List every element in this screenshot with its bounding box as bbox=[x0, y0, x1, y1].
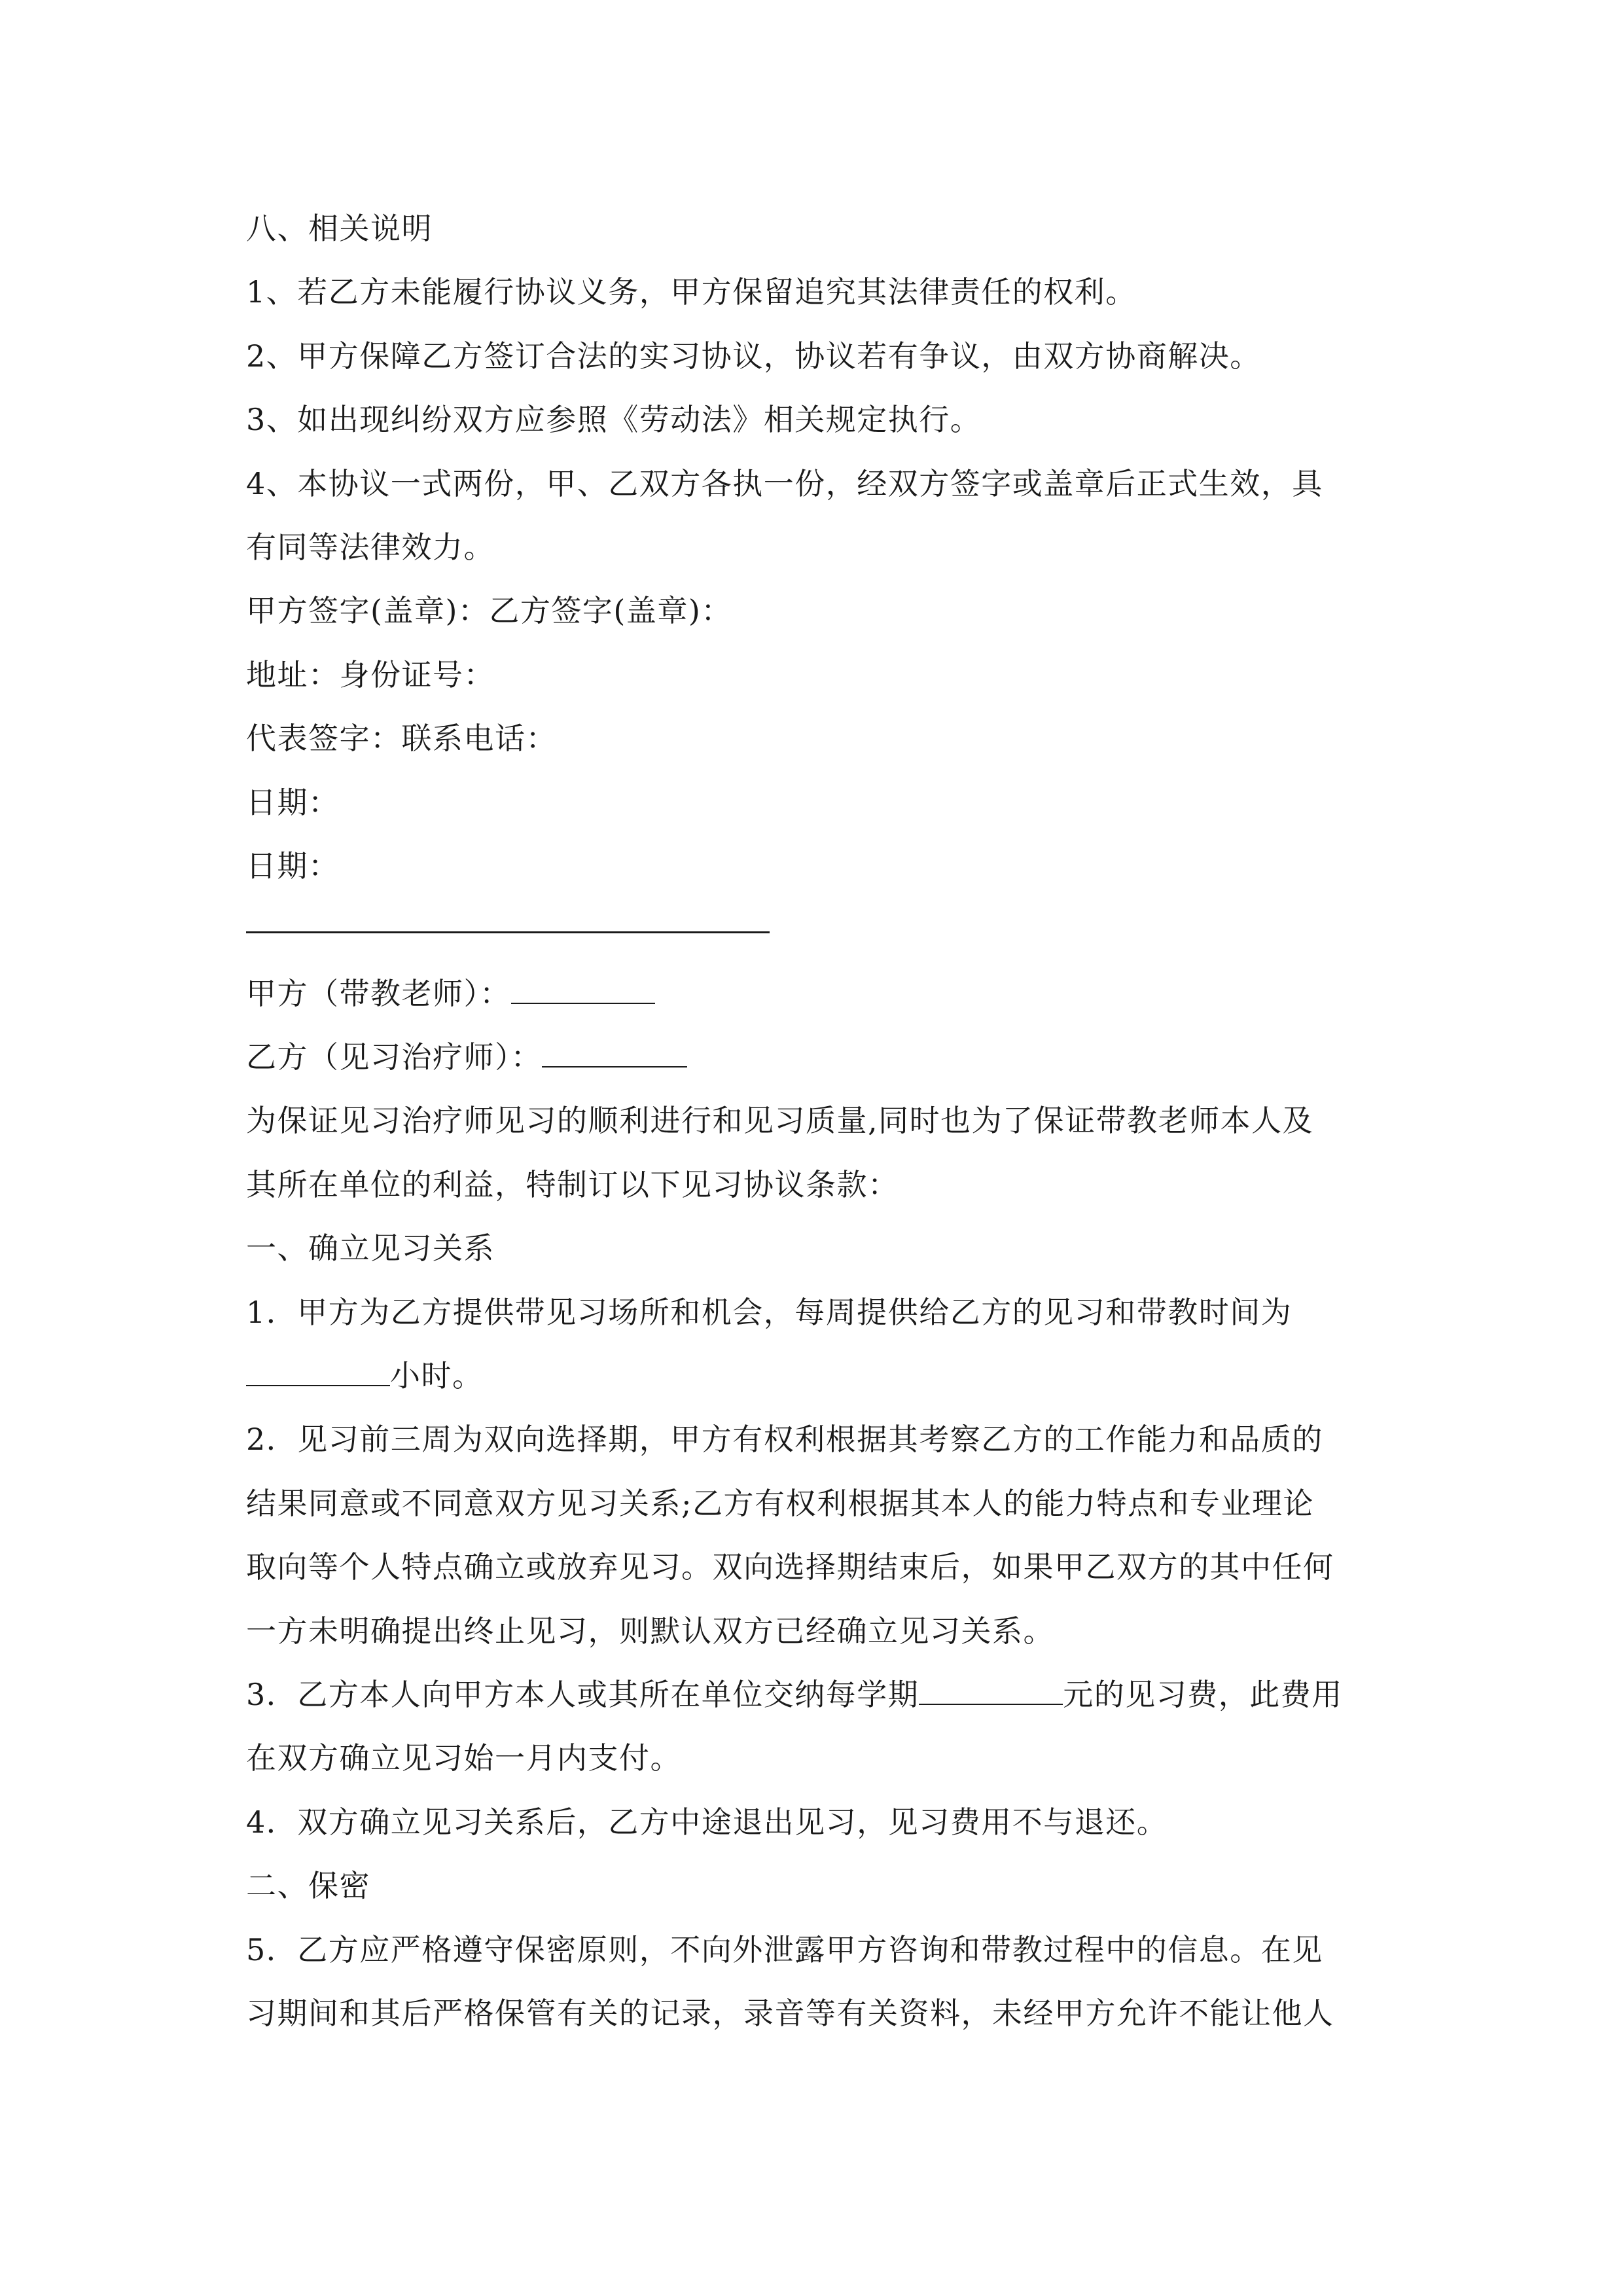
fee-blank bbox=[919, 1667, 1063, 1705]
date-line: 日期： bbox=[246, 784, 340, 820]
clause-line: 2．见习前三周为双向选择期，甲方有权利根据其考察乙方的工作能力和品质的 bbox=[246, 1422, 1323, 1458]
clause-line: 5．乙方应严格遵守保密原则，不向外泄露甲方咨询和带教过程中的信息。在见 bbox=[246, 1931, 1323, 1967]
horizontal-rule bbox=[246, 931, 770, 933]
address-id-line: 地址：身份证号： bbox=[246, 656, 495, 692]
clause-line: 在双方确立见习始一月内支付。 bbox=[246, 1740, 681, 1776]
preamble-line: 其所在单位的利益，特制订以下见习协议条款： bbox=[246, 1166, 899, 1202]
date-line: 日期： bbox=[246, 848, 340, 884]
clause-line: 习期间和其后严格保管有关的记录，录音等有关资料，未经甲方允许不能让他人 bbox=[246, 1995, 1334, 2031]
party-a-label: 甲方（带教老师）： bbox=[246, 975, 511, 1011]
clause-line: 4．双方确立见习关系后，乙方中途退出见习，见习费用不与退还。 bbox=[246, 1804, 1168, 1840]
clause-line: 2、甲方保障乙方签订合法的实习协议，协议若有争议，由双方协商解决。 bbox=[246, 338, 1261, 374]
party-a-blank bbox=[511, 966, 655, 1004]
section-heading-related-notes: 八、相关说明 bbox=[246, 211, 433, 246]
section-heading-confidentiality: 二、保密 bbox=[246, 1868, 370, 1904]
hours-unit: 小时。 bbox=[390, 1358, 484, 1394]
section-heading-establish-relationship: 一、确立见习关系 bbox=[246, 1230, 495, 1266]
clause-line: 4、本协议一式两份，甲、乙双方各执一份，经双方签字或盖章后正式生效，具 bbox=[246, 465, 1323, 501]
party-b-label: 乙方（见习治疗师）： bbox=[246, 1039, 542, 1075]
clause-line: 一方未明确提出终止见习，则默认双方已经确立见习关系。 bbox=[246, 1613, 1054, 1649]
party-b-line bbox=[246, 1026, 1378, 1089]
fee-text-before: 3．乙方本人向甲方本人或其所在单位交纳每学期 bbox=[246, 1676, 919, 1712]
party-b-blank bbox=[542, 1030, 687, 1067]
party-a-line bbox=[246, 962, 1378, 1026]
clause-line: 结果同意或不同意双方见习关系;乙方有权利根据其本人的能力特点和专业理论 bbox=[246, 1485, 1314, 1521]
clause-line: 1、若乙方未能履行协议义务，甲方保留追究其法律责任的权利。 bbox=[246, 274, 1137, 310]
hours-line bbox=[246, 1344, 1378, 1408]
clause-line: 有同等法律效力。 bbox=[246, 529, 495, 565]
fee-text-after: 元的见习费，此费用 bbox=[1063, 1676, 1343, 1712]
hours-blank bbox=[246, 1348, 390, 1386]
preamble-line: 为保证见习治疗师见习的顺利进行和见习质量,同时也为了保证带教老师本人及 bbox=[246, 1103, 1314, 1139]
representative-phone-line: 代表签字：联系电话： bbox=[246, 721, 557, 757]
fee-line bbox=[246, 1663, 1378, 1727]
clause-line: 3、如出现纠纷双方应参照《劳动法》相关规定执行。 bbox=[246, 402, 982, 438]
clause-line: 1．甲方为乙方提供带见习场所和机会，每周提供给乙方的见习和带教时间为 bbox=[246, 1294, 1293, 1330]
document-body bbox=[246, 197, 1378, 2045]
clause-line: 取向等个人特点确立或放弃见习。双向选择期结束后，如果甲乙双方的其中任何 bbox=[246, 1549, 1334, 1585]
signature-line-party-a-b: 甲方签字(盖章)：乙方签字(盖章)： bbox=[246, 593, 732, 629]
separator-line bbox=[246, 898, 1378, 961]
